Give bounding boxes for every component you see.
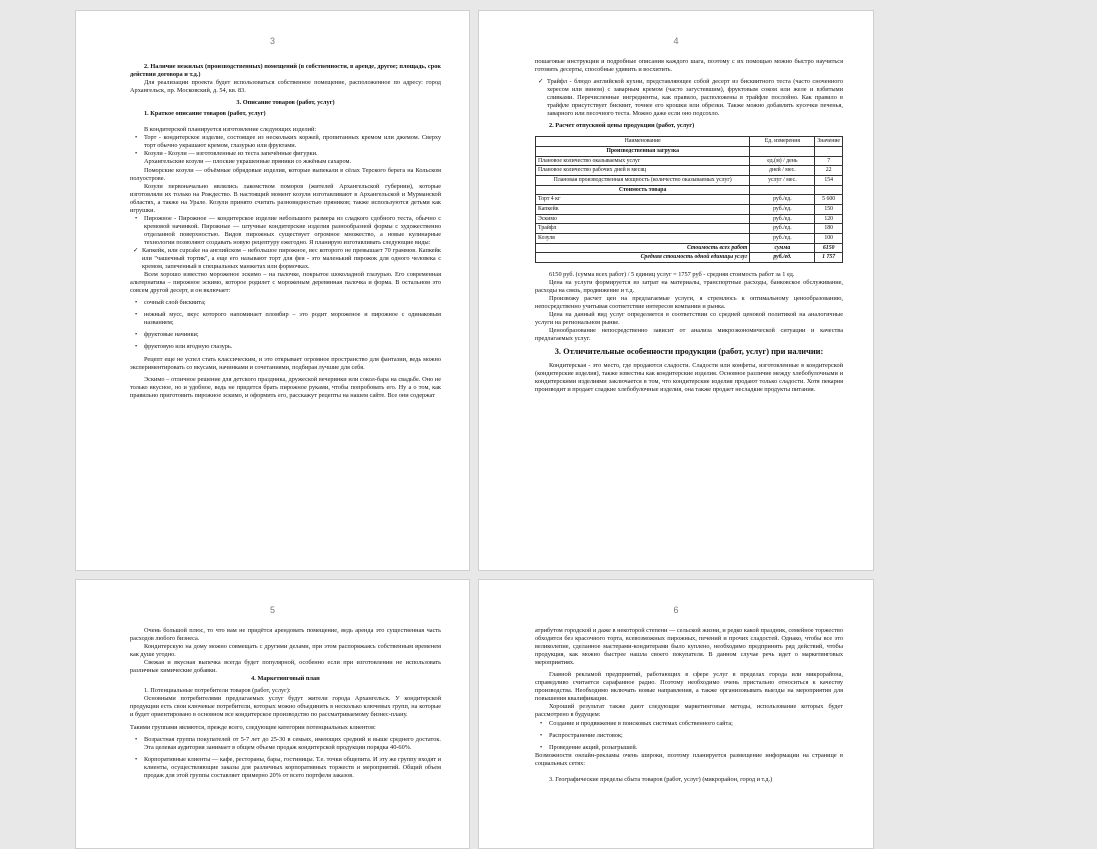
table-cell: Плановая производственная мощность (количество оказываемых услуг) <box>536 176 750 186</box>
table-cell: 150 <box>815 204 843 214</box>
paragraph: пошаговые инструкции и подробные описания каждого шага, поэтому с их помощью можно быстро научиться готовить десерты, способные удивить и восхитить. <box>535 58 843 74</box>
table-total-row <box>536 253 843 263</box>
table-header: Ед. измерения <box>750 137 815 147</box>
table-cell: руб./ед. <box>750 195 815 205</box>
list-item: • Возрастная группа покупателей от 5-7 лет до 25-30 в семьях, имеющих средний и выше среднего достаток. Эта целевая аудитория занимает в общем объеме продаж кондитерской продукции порядка 40-60%. <box>130 736 441 752</box>
paragraph: Цена на услуги формируется из затрат на материалы, транспортные расходы, банковское обслуживание, расходы на связь, продвижение и т.д. <box>535 278 843 294</box>
table-cell: Средняя стоимость одной единицы услуг <box>536 253 750 263</box>
table-cell: 100 <box>815 233 843 243</box>
list-item: ✓ Капкейк, или cupcake на английском – небольшое пирожное, вес которого не превышает 70 граммов. Капкейк или "чашечный тортик", а еще его называют торт для фея - это маленький пирожок для одного человека с кремом, запеченный в специальных манжетах или формочках. <box>130 247 441 271</box>
table-row <box>536 204 843 214</box>
table-header: Значение <box>815 137 843 147</box>
table-total-row <box>536 243 843 253</box>
table-cell: Плановое количество оказываемых услуг <box>536 156 750 166</box>
paragraph: Ценообразование непосредственно зависит от анализа микроэкономической ситуации и качества предлагаемых услуг. <box>535 327 843 343</box>
paragraph: Всем хорошо известно мороженое эскимо – на палочке, покрытое шоколадной глазурью. Его современная альтернатива – пирожное эскимо, которое родилет с мороженым деревянная палочка и форма. В остальном это совсем другой десерт, и он включает: <box>130 271 441 295</box>
list-item: ✓ Трайфл - блюдо английской кухни, представляющее собой десерт из бисквитного теста (часто сноченного хересом или вином) с заварным кремом (часто загустевшим), фруктовым соком или желе и взбитыми сливками. Перечисленные ингредиенты, как правило, расположены в трайфле послойно. Как правило в трайфле присутствует бисквит, точнее его крошки или обрезки. Также можно добавлять кусочки печенья, заварного или песочного теста. Можно даже если оно подсохло. <box>535 78 843 118</box>
table-header-row <box>536 137 843 147</box>
list-item: • нежный мусс, вкус которого напоминает пломбир – это родит мороженое и пирожное с одинаковым названием; <box>130 311 441 327</box>
document-page-6 <box>478 579 874 849</box>
list-item: • Распространение листовок; <box>535 732 843 740</box>
page-number: 3 <box>269 36 275 46</box>
paragraph: Кондитерская - это место, где продаются сладости. Сладости или конфеты, изготовленные в кондитерской (кондитерские изделия), также известны как кондитерские изделия. Основное различие между хлебобулочными и кондитерскими изделиями заключается в том, что кондитерские изделия продают только сладости. Хотя пекарня производит и продает сладкие хлебобулочные изделия, она также продает несладкие продукты питания. <box>535 361 843 393</box>
document-page-3 <box>75 10 470 571</box>
paragraph: атрибутом городской и даже в некоторой степени — сельской жизни, и редко какой праздник, семейное торжество обходится без красочного торта, всевозможных пирожных, печений и прочих сладостей. Однако, чтобы все это великолепие, сделанное мастерами-кондитерами было куплено, необходимо предпринять ряд действий, чтобы продукция, как можно быстрее нашла своего покупателя. В данном случае речь идет о маркетинговых мероприятиях. <box>535 627 843 667</box>
document-page-4 <box>478 10 874 571</box>
paragraph: Основными потребителями предлагаемых услуг будут жители города Архангельск. У кондитерской продукции есть свои ключевые потребители, которых можно объединить в несколько ключевых групп, на которые и будет ориентировано в основном все кондитерское производство по рассматриваемому бизнес-плану. <box>130 695 441 719</box>
table-cell: 5 600 <box>815 195 843 205</box>
paragraph: В кондитерской планируется изготовление следующих изделий: <box>144 126 317 134</box>
table-cell: Капкейк <box>536 204 750 214</box>
section-heading: 3. Описание товаров (работ, услуг) <box>236 99 335 107</box>
paragraph: Козули первоначально являлись лакомством поморов (жителей Архангельской губернии), которые изготовляли их только на Рождество. В настоящий момент козули изготавливают в Архангельской и Мурманской областях, а также на Урале. Козули принято считать разновидностью пряников; также используются детьми как игрушки. <box>130 182 441 214</box>
paragraph: Кондитерскую на дому можно совмещать с другими делами, при этом распоряжаясь собственным временем как душе угодно. <box>130 643 441 659</box>
table-header: Наименование <box>536 137 750 147</box>
page-number: 6 <box>673 605 679 615</box>
table-row <box>536 233 843 243</box>
table-cell: Трайфл <box>536 224 750 234</box>
paragraph: Очень большой плюс, то что вам не придётся арендовать помещение, ведь аренда это существенная часть расходов любого бизнеса. <box>130 627 441 643</box>
table-cell: Стоимость товара <box>536 185 750 195</box>
table-section-row <box>536 185 843 195</box>
paragraph: Произвожу расчет цен на предлагаемые услуги, я стремлюсь к оптимальному ценообразованию, непосредственно учитывая соответствие интересов компании и рынка. <box>535 295 843 311</box>
paragraph: Главной рекламой предприятий, работающих в сфере услуг в пределах города или микрорайона, справедливо считается сарафанное радио. Поэтому необходимо очень пристально относиться к качеству производства. Необходимо включать новые направления, а также организовывать выезды на мероприятия для повышения квалификации. <box>535 671 843 703</box>
table-cell: Производственная загрузка <box>536 147 750 157</box>
paragraph: Цена на данный вид услуг определяется в соответствии со средней ценовой политикой на аналогичные услуги на региональном рынке. <box>535 311 843 327</box>
subsection-heading: 2. Расчет отпускной цены продукции (работ, услуг) <box>549 122 695 130</box>
table-row <box>536 224 843 234</box>
list-item: • фруктовую или ягодную глазурь. <box>130 343 441 351</box>
price-table <box>535 136 843 263</box>
table-row <box>536 214 843 224</box>
list-item: • сочный слой бисквита; <box>130 299 441 307</box>
table-row <box>536 176 843 186</box>
table-row <box>536 166 843 176</box>
document-page-5 <box>75 579 470 849</box>
section-heading: 3. Отличительные особенности продукции (работ, услуг) при наличии: <box>554 347 824 357</box>
list-item: • Проведение акций, розыгрышей. <box>535 744 843 752</box>
table-cell: 1 757 <box>815 253 843 263</box>
table-cell: Козуля <box>536 233 750 243</box>
table-cell: дней / мес. <box>750 166 815 176</box>
section-heading: 2. Наличие нежилых (производственных) помещений (в собственности, в аренде, другое; площадь, срок действия договора и т.д.) <box>130 63 441 79</box>
list-item: • Торт - кондитерское изделие, состоящее из нескольких коржей, пропитанных кремом или джемом. Сверху торт обычно украшают кремом, глазурью или фруктами. <box>130 134 441 150</box>
table-cell: 120 <box>815 214 843 224</box>
table-cell: 180 <box>815 224 843 234</box>
paragraph: Рецепт еще не успел стать классическим, и это открывает огромное пространство для фантазии, ведь можно экспериментировать со вкусами, начинками и сочетаниями, подбирая лучшие для себя. <box>130 355 441 371</box>
paragraph: Поморские козули — объёмные обрядовые изделия, которые выпекали в сёлах Терского берега на Кольском полуострове. <box>130 166 441 182</box>
table-cell: 22 <box>815 166 843 176</box>
table-cell: ед.(м) / день <box>750 156 815 166</box>
paragraph: Такими группами являются, прежде всего, следующие категории потенциальных клиентов: <box>130 723 376 731</box>
paragraph: Архангельские козули — плоские украшенные пряники со жжёным сахаром. <box>144 158 352 166</box>
paragraph: Для реализации проекта будет использоваться собственное помещение, расположенное по адресу: город Архангельск, пр. Московский, д. 54, кв. 83. <box>130 79 441 95</box>
list-item: • фруктовые начинки; <box>130 331 441 339</box>
paragraph: Хороший результат также дают следующие маркетинговые методы, использование которых будет рассмотрено в будущем: <box>535 703 843 719</box>
list-item: • Корпоративные клиенты — кафе, рестораны, бары, гостиницы. Т.е. точки общепита. И эту же группу входят и клиенты, осуществляющие заказы для различных корпоративных торжеств и мероприятий. Общий объем продаж для этой группы составляет примерно 20% от всего портфеля заказов. <box>130 756 441 780</box>
table-cell: 154 <box>815 176 843 186</box>
table-section-row <box>536 147 843 157</box>
list-item: • Козули - Козули — изготовленные из теста запечённые фигурки. <box>130 150 441 158</box>
page-number: 5 <box>269 605 275 615</box>
page-number: 4 <box>673 36 679 46</box>
table-cell: Торт 4 кг <box>536 195 750 205</box>
table-cell: Плановое количество рабочих дней в месяц <box>536 166 750 176</box>
subsection-heading: 3. Географические пределы сбыта товаров (работ, услуг) (микрорайон, город и т.д.) <box>549 775 773 783</box>
table-cell: сумма <box>750 243 815 253</box>
paragraph: 6150 руб. (сумма всех работ) / 5 единиц услуг = 1757 руб - средняя стоимость работ за 1 ед. <box>549 270 795 278</box>
section-heading: 4. Маркетинговый план <box>251 675 320 683</box>
paragraph: Возможности онлайн-рекламы очень широки, поэтому планируется размещение информации на странице в социальных сетях: <box>535 751 843 767</box>
paragraph: 1. Потенциальные потребители товаров (работ, услуг): <box>144 687 291 695</box>
subsection-heading: 1. Краткое описание товаров (работ, услуг) <box>144 110 266 118</box>
table-cell: услуг / мес. <box>750 176 815 186</box>
table-row <box>536 195 843 205</box>
table-row <box>536 156 843 166</box>
table-cell: руб./ед. <box>750 233 815 243</box>
table-cell: руб./ед. <box>750 253 815 263</box>
table-cell: руб./ед. <box>750 204 815 214</box>
table-cell: руб./ед. <box>750 214 815 224</box>
list-item: • Создание и продвижение в поисковых системах собственного сайта; <box>535 720 843 728</box>
table-cell: 6150 <box>815 243 843 253</box>
paragraph: Эскимо – отличное решение для детского праздника, дружеской вечеринки или сокол-бара на свадьбе. Оно не только вкусное, но и удобное, ведь не придется брать пирожное руками, чтобы попробовать его. Ну а о том, как правильно приготовить пирожное эскимо, и оформить его, расскажут рецепты на нашем сайте. Все они содержат <box>130 375 441 399</box>
list-item: • Пирожное - Пирожное — кондитерское изделие небольшого размера из сладкого сдобного теста, обычно с кремовой начинкой. Пирожные — штучные кондитерские изделия разнообразной формы с художественно отделанной поверхностью. Видов пирожных существует огромное множество, а новые кулинарные технологии позволяют создавать новую рецептуру ежегодно. Я планирую изготавливать следующие виды: <box>130 215 441 247</box>
table-cell: 7 <box>815 156 843 166</box>
paragraph: Свежая и вкусная выпечка всегда будет популярной, особенно если при изготовлении не использовать различные химические добавки. <box>130 659 441 675</box>
table-cell: руб./ед. <box>750 224 815 234</box>
table-cell: Стоимость всех работ <box>536 243 750 253</box>
table-cell: Эскимо <box>536 214 750 224</box>
